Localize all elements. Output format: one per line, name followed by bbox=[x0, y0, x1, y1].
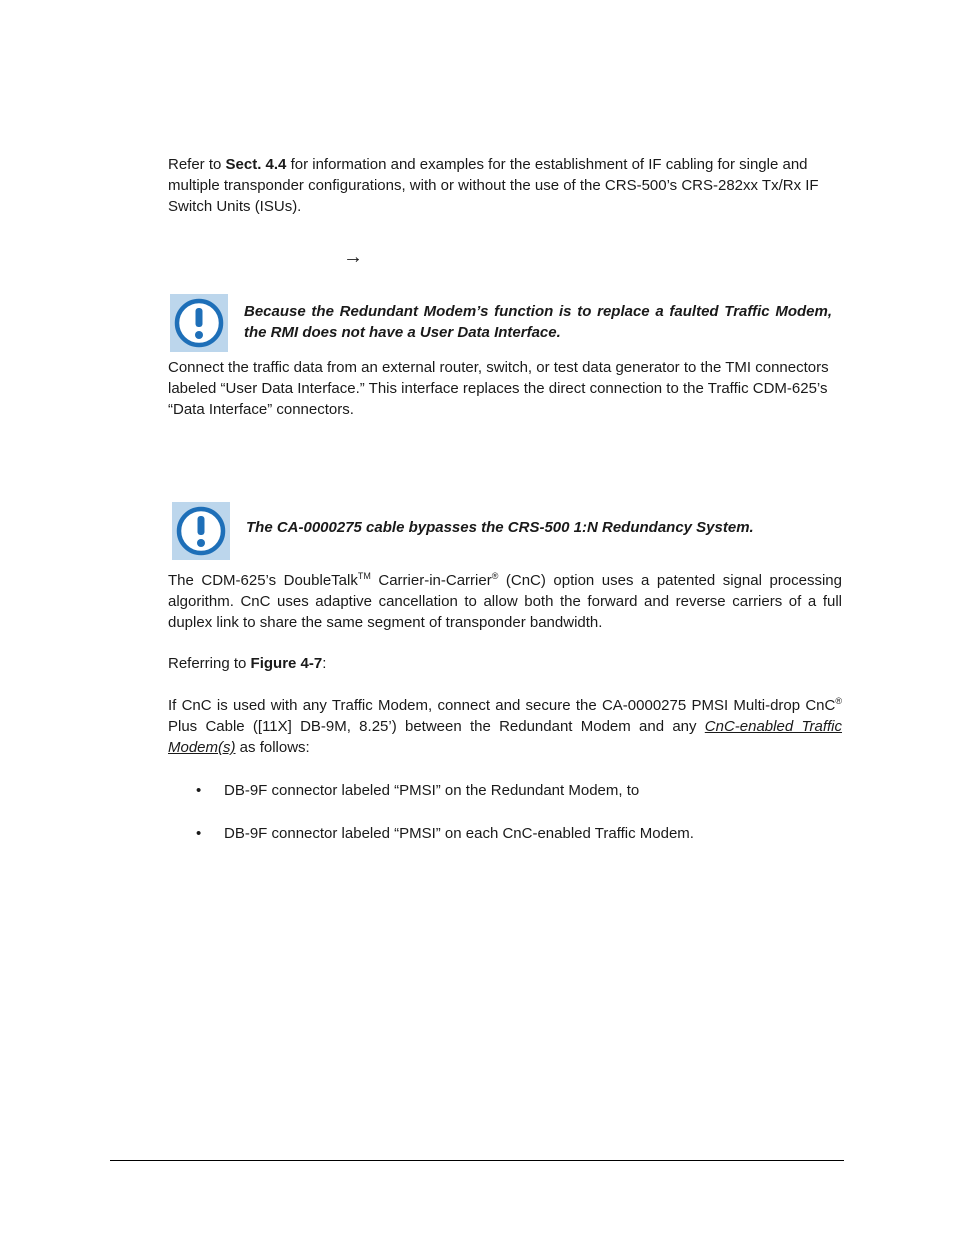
paragraph-cnc-cable bbox=[168, 695, 842, 758]
bullet-icon: • bbox=[196, 782, 202, 799]
para5-text-end: as follows: bbox=[235, 739, 310, 756]
registered-mark: ® bbox=[835, 696, 842, 706]
para1-text: Refer to bbox=[168, 156, 226, 173]
footer-divider bbox=[110, 1160, 844, 1161]
section-reference: Sect. 4.4 bbox=[225, 156, 287, 173]
para3-text-mid: Carrier-in-Carrier bbox=[370, 572, 492, 589]
paragraph-traffic-data: Connect the traffic data from an external router, switch, or test data generator to the TMI connectors labeled “User Data Interface.” This interface replaces the direct connection to the Traffic CDM-625’s “Data Interface” connectors. bbox=[168, 359, 829, 418]
para3-text-end: (CnC) option uses a patented signal processing algorithm. CnC uses adaptive cancellation to allow both the forward and reverse carriers of a full duplex link to share the same segment of transponder bandwidth. bbox=[168, 572, 842, 631]
cnc-enabled-link[interactable]: CnC-enabled Traffic Modem(s) bbox=[168, 718, 842, 756]
para5-text-mid: Plus Cable ([11X] DB-9M, 8.25’) between the Redundant Modem and any bbox=[168, 718, 705, 735]
paragraph-isu-reference bbox=[168, 154, 842, 217]
exclamation-circle-icon bbox=[170, 294, 228, 352]
para3-text: The CDM-625’s DoubleTalk bbox=[168, 572, 358, 589]
para1-text-end: for information and examples for the establishment of IF cabling for single and multiple transponder configurations, with or without the use of the CRS-500’s CRS-282xx Tx/Rx IF Switch Units (ISUs). bbox=[168, 156, 819, 215]
paragraph-figure-reference bbox=[168, 653, 842, 674]
list-item: DB-9F connector labeled “PMSI” on the Redundant Modem, to bbox=[224, 782, 640, 799]
arrow-right-icon: → bbox=[343, 246, 363, 268]
trademark-mark: TM bbox=[357, 571, 371, 581]
bullet-icon: • bbox=[196, 825, 202, 842]
figure-reference: Figure 4-7 bbox=[250, 655, 323, 672]
registered-mark: ® bbox=[491, 571, 499, 581]
para4-text: Referring to bbox=[168, 655, 251, 672]
note-cable-bypass: The CA-0000275 cable bypasses the CRS-500 1:N Redundancy System. bbox=[246, 519, 754, 536]
list-item: DB-9F connector labeled “PMSI” on each CnC-enabled Traffic Modem. bbox=[224, 825, 694, 842]
para4-colon: : bbox=[322, 655, 327, 672]
para5-text: If CnC is used with any Traffic Modem, connect and secure the CA-0000275 PMSI Multi-drop CnC bbox=[168, 697, 836, 714]
paragraph-cnc-description bbox=[168, 570, 842, 633]
note-no-user-data-interface: Because the Redundant Modem’s function is to replace a faulted Traffic Modem, the RMI does not have a User Data Interface. bbox=[244, 303, 832, 341]
exclamation-circle-icon bbox=[172, 502, 230, 560]
